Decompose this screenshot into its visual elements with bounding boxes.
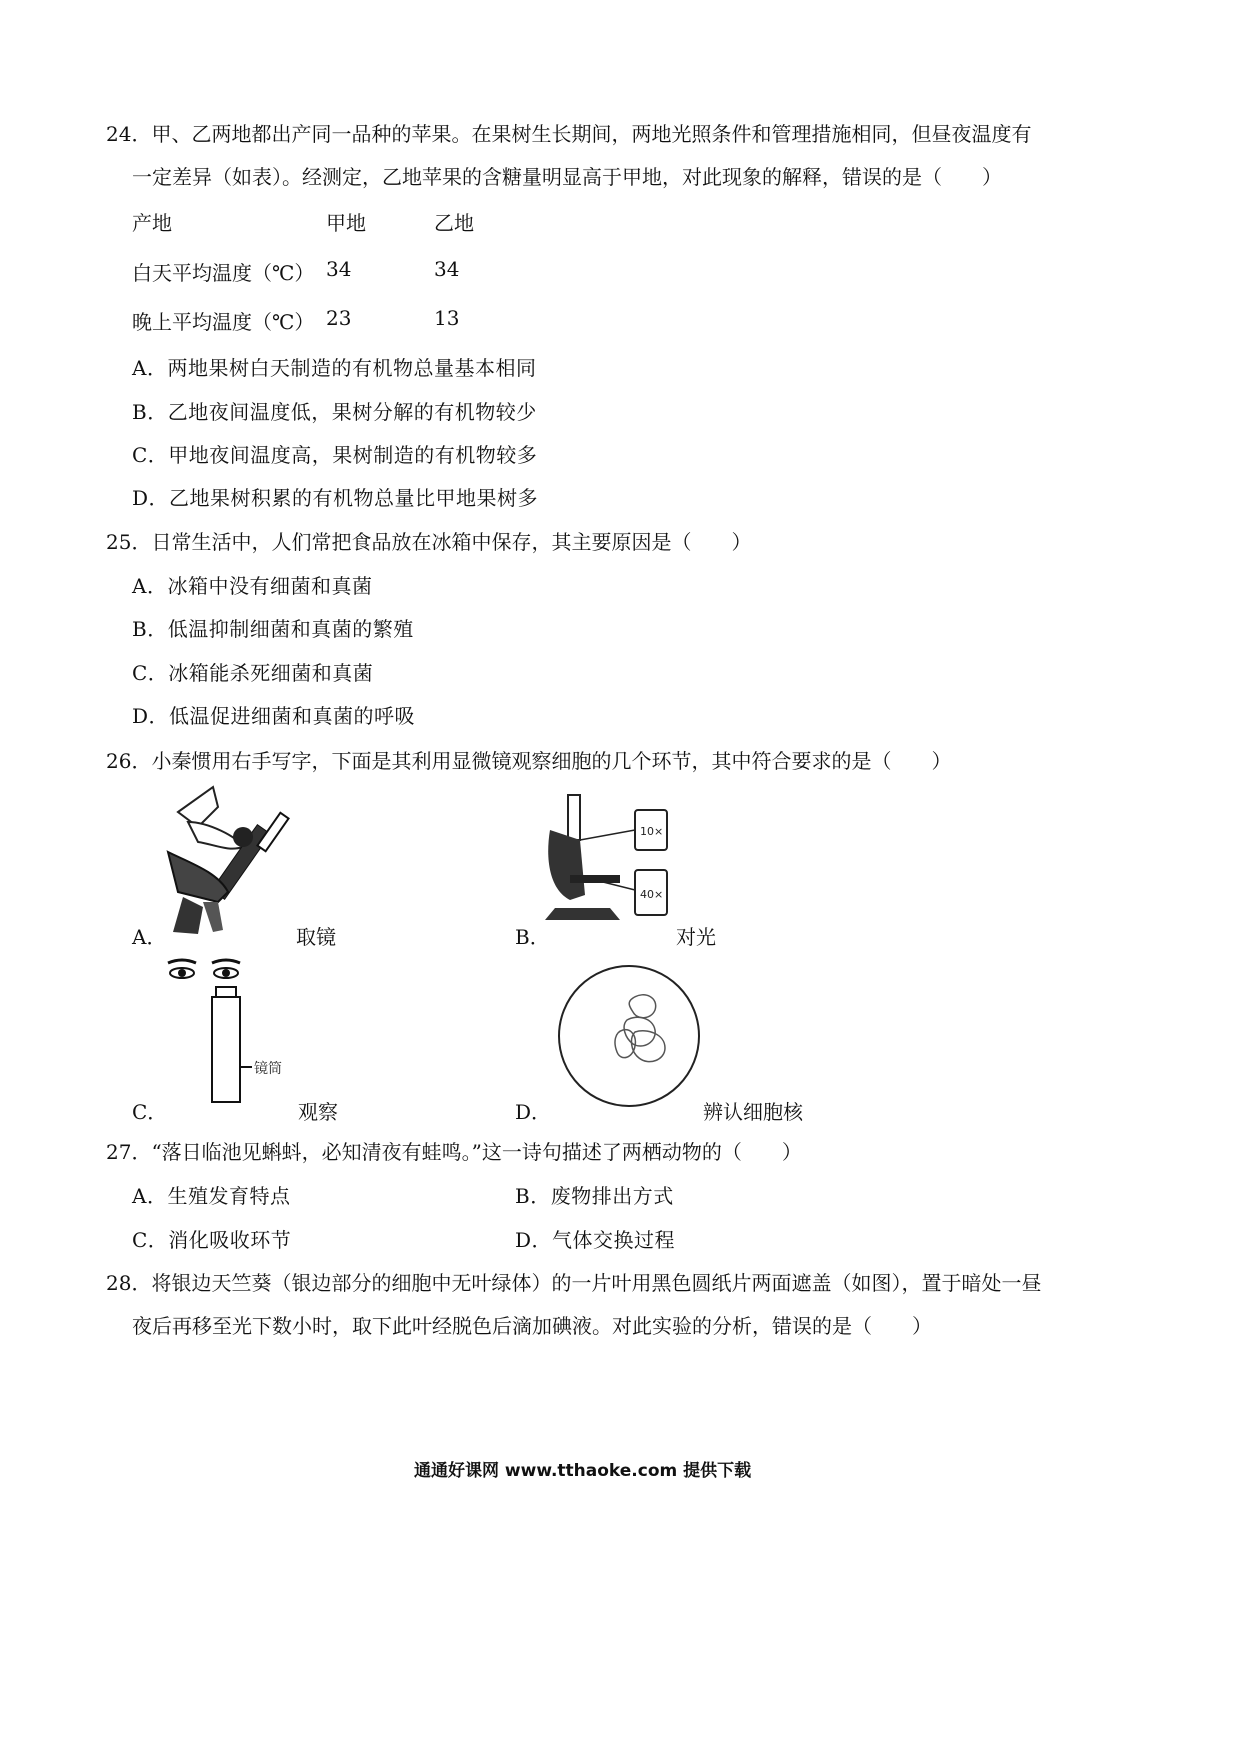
q27-option-d: D．气体交换过程: [515, 1228, 676, 1252]
page-footer: 通通好课网 www.tthaoke.com 提供下载: [414, 1461, 752, 1481]
q24-table-row-day-label: 白天平均温度（℃）: [132, 261, 315, 285]
q26-figure-b-microscope-light: [540, 790, 680, 940]
q25-stem: 25．日常生活中，人们常把食品放在冰箱中保存，其主要原因是（ ）: [106, 530, 752, 554]
q27-option-b: B．废物排出方式: [515, 1184, 674, 1208]
q24-stem-line1: 24．甲、乙两地都出产同一品种的苹果。在果树生长期间，两地光照条件和管理措施相同，但昼夜温度有: [106, 122, 1032, 146]
q27-stem: 27．“落日临池见蝌蚪，必知清夜有蛙鸣。”这一诗句描述了两栖动物的（ ）: [106, 1140, 802, 1164]
q24-table-row-day-yi: 34: [434, 257, 460, 281]
q24-option-d: D．乙地果树积累的有机物总量比甲地果树多: [132, 486, 539, 510]
q24-option-b: B．乙地夜间温度低，果树分解的有机物较少: [132, 400, 537, 424]
q24-table-row-night-yi: 13: [434, 306, 460, 330]
q24-option-a: A．两地果树白天制造的有机物总量基本相同: [132, 356, 537, 380]
q26-option-b-caption: 对光: [676, 925, 716, 949]
q26-option-a-letter: A．: [132, 925, 167, 949]
q26-option-b-letter: B．: [515, 925, 550, 949]
q24-table-header-origin: 产地: [132, 211, 172, 235]
q25-option-c: C．冰箱能杀死细菌和真菌: [132, 661, 374, 685]
q26-option-d-letter: D．: [515, 1100, 552, 1124]
q26-figure-c-label-tube: 镜筒: [254, 1061, 282, 1077]
q26-option-c-letter: C．: [132, 1100, 168, 1124]
q26-figure-a-take-microscope: [158, 782, 298, 942]
q25-option-b: B．低温抑制细菌和真菌的繁殖: [132, 617, 414, 641]
q27-option-a: A．生殖发育特点: [132, 1184, 291, 1208]
q24-option-c: C．甲地夜间温度高，果树制造的有机物较多: [132, 443, 538, 467]
q24-stem-line2: 一定差异（如表）。经测定，乙地苹果的含糖量明显高于甲地，对此现象的解释，错误的是（ ）: [132, 165, 1002, 189]
q26-figure-b-label-40x: 40×: [640, 888, 664, 901]
q24-table-row-night-jia: 23: [326, 306, 352, 330]
q24-table-header-yi: 乙地: [434, 211, 474, 235]
q26-figure-c-observe: [160, 955, 300, 1110]
q25-option-a: A．冰箱中没有细菌和真菌: [132, 574, 373, 598]
q24-table-row-day-jia: 34: [326, 257, 352, 281]
q28-stem-line2: 夜后再移至光下数小时，取下此叶经脱色后滴加碘液。对此实验的分析，错误的是（ ）: [132, 1314, 932, 1338]
q27-option-c: C．消化吸收环节: [132, 1228, 292, 1252]
q25-option-d: D．低温促进细菌和真菌的呼吸: [132, 704, 416, 728]
q26-figure-d-field-of-view: [555, 962, 703, 1110]
q26-figure-b-label-10x: 10×: [640, 825, 664, 838]
q24-table-header-jia: 甲地: [326, 211, 366, 235]
q26-stem: 26．小秦惯用右手写字，下面是其利用显微镜观察细胞的几个环节，其中符合要求的是（ ）: [106, 749, 952, 773]
q26-option-c-caption: 观察: [298, 1100, 338, 1124]
q24-table-row-night-label: 晚上平均温度（℃）: [132, 310, 315, 334]
q26-option-a-caption: 取镜: [296, 925, 336, 949]
q26-option-d-caption: 辨认细胞核: [703, 1100, 803, 1124]
q28-stem-line1: 28．将银边天竺葵（银边部分的细胞中无叶绿体）的一片叶用黑色圆纸片两面遮盖（如图），置于暗处一昼: [106, 1271, 1042, 1295]
